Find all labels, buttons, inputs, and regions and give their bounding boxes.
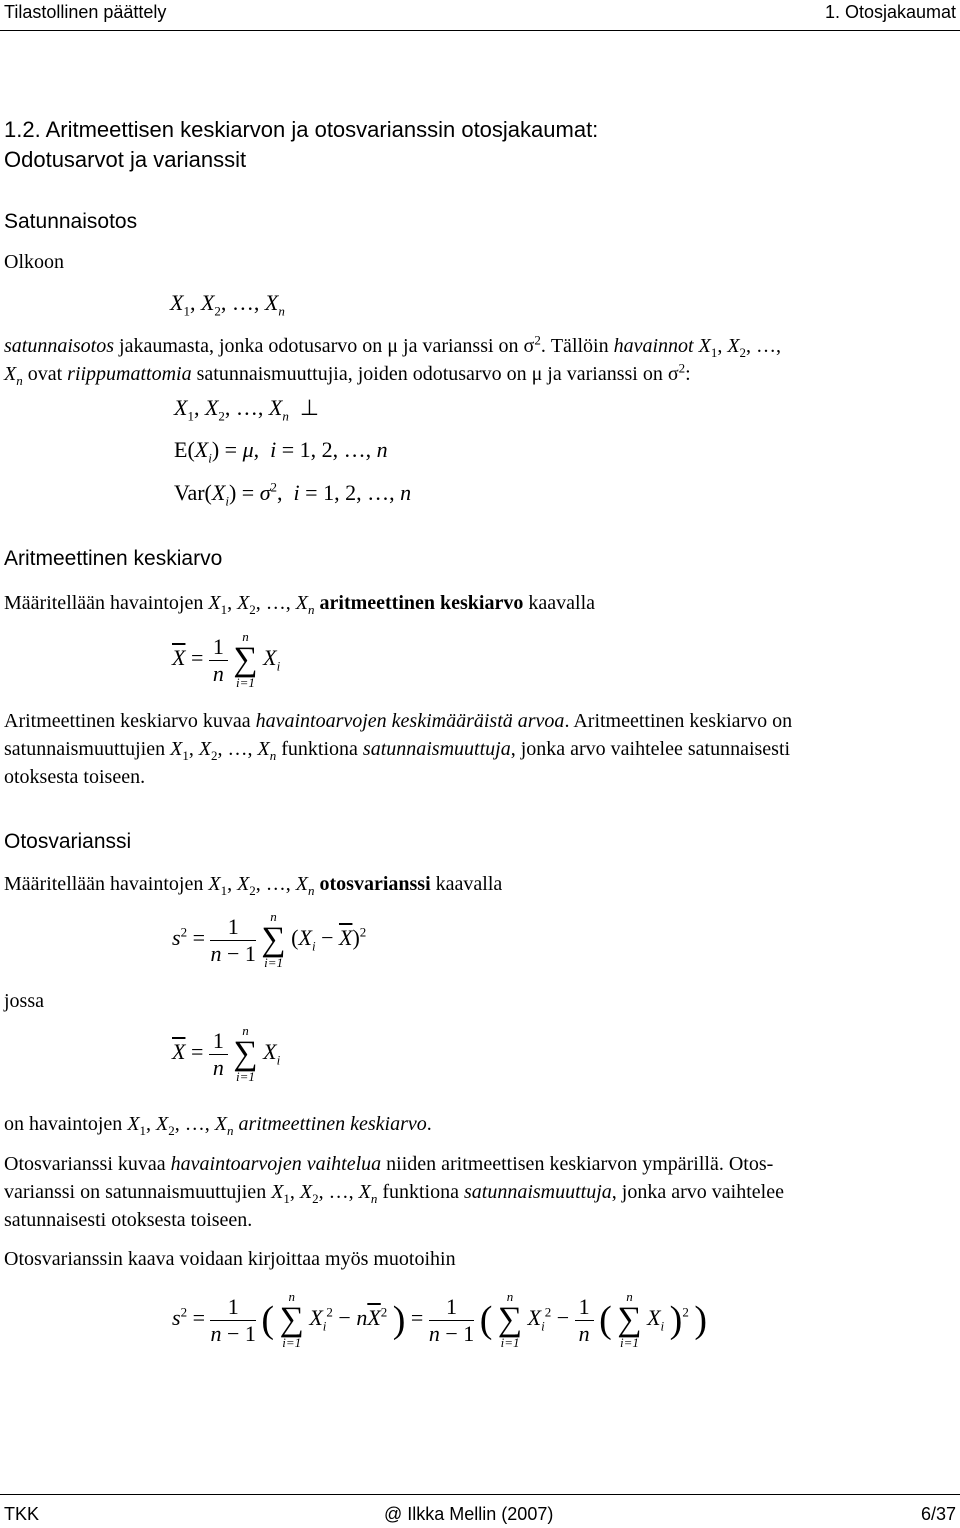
text-fragment: Määritellään havaintojen <box>4 873 209 895</box>
term-satunnaisotos: satunnaisotos <box>4 335 115 357</box>
text-fragment: otoksesta toiseen. <box>4 766 146 788</box>
text-fragment: funktiona <box>377 1181 464 1203</box>
sample-sequence: $X_1$, $X_2$, …, $X_n$ <box>170 290 285 319</box>
text-fragment: , jonka arvo vaihtelee <box>611 1181 784 1203</box>
mean-reference: on havaintojen $X_1$, $X_2$, …, $X_n$ aritmeettinen keskiarvo. <box>4 1113 432 1138</box>
term-vaihtelua: havaintoarvojen vaihtelua <box>170 1153 382 1175</box>
text-fragment: Määritellään havaintojen <box>4 592 209 614</box>
formula-independence: $X_1$, $X_2$, …, $X_n$ ⊥ <box>174 395 320 424</box>
text-fragment: ovat <box>22 363 68 385</box>
header-rule <box>0 30 960 31</box>
formula-mean: $\overline{X}$ = $\frac{1}{n}$ n ∑ i=1 $X_i$ <box>172 629 281 690</box>
text-fragment: Aritmeettinen keskiarvo kuvaa <box>4 710 256 732</box>
text-fragment: : <box>685 363 691 385</box>
heading-otosvarianssi: Otosvarianssi <box>4 830 132 853</box>
text-fragment: jakaumasta, jonka odotusarvo on μ ja varianssi on σ <box>114 335 535 357</box>
text-fragment: satunnaismuuttujia, joiden odotusarvo on μ ja varianssi on σ <box>191 363 679 385</box>
text-fragment: niiden aritmeettisen keskiarvon ympärillä. Otos- <box>381 1153 774 1175</box>
word-jossa: jossa <box>4 990 44 1012</box>
course-title: Tilastollinen päättely <box>4 2 167 22</box>
footer-institution: TKK <box>4 1504 40 1524</box>
chapter-title: 1. Otosjakaumat <box>824 2 956 22</box>
text-fragment: . Aritmeettinen keskiarvo on <box>564 710 793 732</box>
paragraph-mean: Aritmeettinen keskiarvo kuvaa havaintoarvojen keskimääräistä arvoa. Aritmeettinen keskiarvo on satunnaismuuttujien $X_1$, $X_2$, …, $X_n$ funktiona satunnaismuuttuja, jonka arvo vaihtelee satunnaisesti otoksesta toiseen. <box>4 710 793 788</box>
variance-definition: Määritellään havaintojen $X_1$, $X_2$, …, $X_n$ otosvarianssi kaavalla <box>4 873 503 898</box>
paragraph-sample: satunnaisotos jakaumasta, jonka odotusarvo on μ ja varianssi on $\sigma^2$. Tällöin havainnot $X_1$, $X_2$, …, $X_n$ ovat riippumattomia satunnaismuuttujia, joiden odotusarvo on μ ja varianssi on $\sigma^2$: <box>4 332 782 388</box>
term-havainnot: havainnot <box>613 335 694 357</box>
term-riippumattomia: riippumattomia <box>67 363 192 385</box>
page-number: 6/37 <box>920 1504 956 1524</box>
formula-expectation: $E(X_i) = \mu$, i = 1, 2, …, n <box>174 437 388 466</box>
heading-satunnaisotos: Satunnaisotos <box>4 210 138 233</box>
footer-author: @ Ilkka Mellin (2007) <box>384 1504 554 1524</box>
term-satunnaismuuttuja: satunnaismuuttuja <box>362 738 511 760</box>
term-havaintoarvojen: havaintoarvojen keskimääräistä arvoa <box>255 710 565 732</box>
text-fragment: kaavalla <box>430 873 503 895</box>
text-fragment: satunnaisesti otoksesta toiseen. <box>4 1209 253 1231</box>
term-otosvarianssi: otosvarianssi <box>319 873 431 895</box>
mean-definition: Määritellään havaintojen $X_1$, $X_2$, …, $X_n$ aritmeettinen keskiarvo kaavalla <box>4 592 595 617</box>
text-fragment: funktiona <box>276 738 363 760</box>
text-fragment: . Tällöin <box>540 335 614 357</box>
term-satunnaismuuttuja: satunnaismuuttuja <box>464 1181 612 1203</box>
paragraph-alt-forms: Otosvarianssin kaava voidaan kirjoittaa myös muotoihin <box>4 1248 456 1270</box>
text-fragment: satunnaismuuttujien <box>4 738 171 760</box>
text-fragment: kaavalla <box>523 592 595 614</box>
formula-sample-variance: $s^2$ = $\frac{1}{n - 1}$ n ∑ i=1 $(X_i - \overline{X})^2$ <box>172 909 367 970</box>
text-fragment: varianssi on satunnaismuuttujien <box>4 1181 272 1203</box>
section-title-line2: Odotusarvot ja varianssit <box>4 147 247 172</box>
heading-keskiarvo: Aritmeettinen keskiarvo <box>4 547 223 570</box>
formula-variance: $Var(X_i) = \sigma^2$, i = 1, 2, …, n <box>174 479 412 509</box>
text-fragment: on havaintojen <box>4 1113 128 1135</box>
text-fragment: , jonka arvo vaihtelee satunnaisesti <box>510 738 791 760</box>
formula-variance-alternative: $s^2$ = $\frac{1}{n - 1}$ ( n ∑ i=1 $X_i^2 - n\overline{X}^2$ ) = $\frac{1}{n - 1}$ ( n ∑ i=1 $X_i^2$ − $\frac{1}{n}$ ( n ∑ i=1 $X_i$ )$^2$ ) <box>172 1289 707 1350</box>
formula-mean-repeat: $\overline{X}$ = $\frac{1}{n}$ n ∑ i=1 $X_i$ <box>172 1023 281 1084</box>
paragraph-variance: Otosvarianssi kuvaa havaintoarvojen vaihtelua niiden aritmeettisen keskiarvon ympärillä. Otos- varianssi on satunnaismuuttujien $X_1$, $X_2$, …, $X_n$ funktiona satunnaismuuttuja, jonka arvo vaihtelee satunnaisesti otoksesta toiseen. <box>4 1153 784 1231</box>
section-title-line1: 1.2. Aritmeettisen keskiarvon ja otosvarianssin otosjakaumat: <box>4 117 599 142</box>
intro-olkoon: Olkoon <box>4 251 64 273</box>
term-aritmeettinen-keskiarvo: aritmeettinen keskiarvo <box>319 592 524 614</box>
term-aritmeettinen-keskiarvo: aritmeettinen keskiarvo <box>238 1113 427 1135</box>
text-fragment: Otosvarianssi kuvaa <box>4 1153 171 1175</box>
footer-rule <box>0 1494 960 1495</box>
